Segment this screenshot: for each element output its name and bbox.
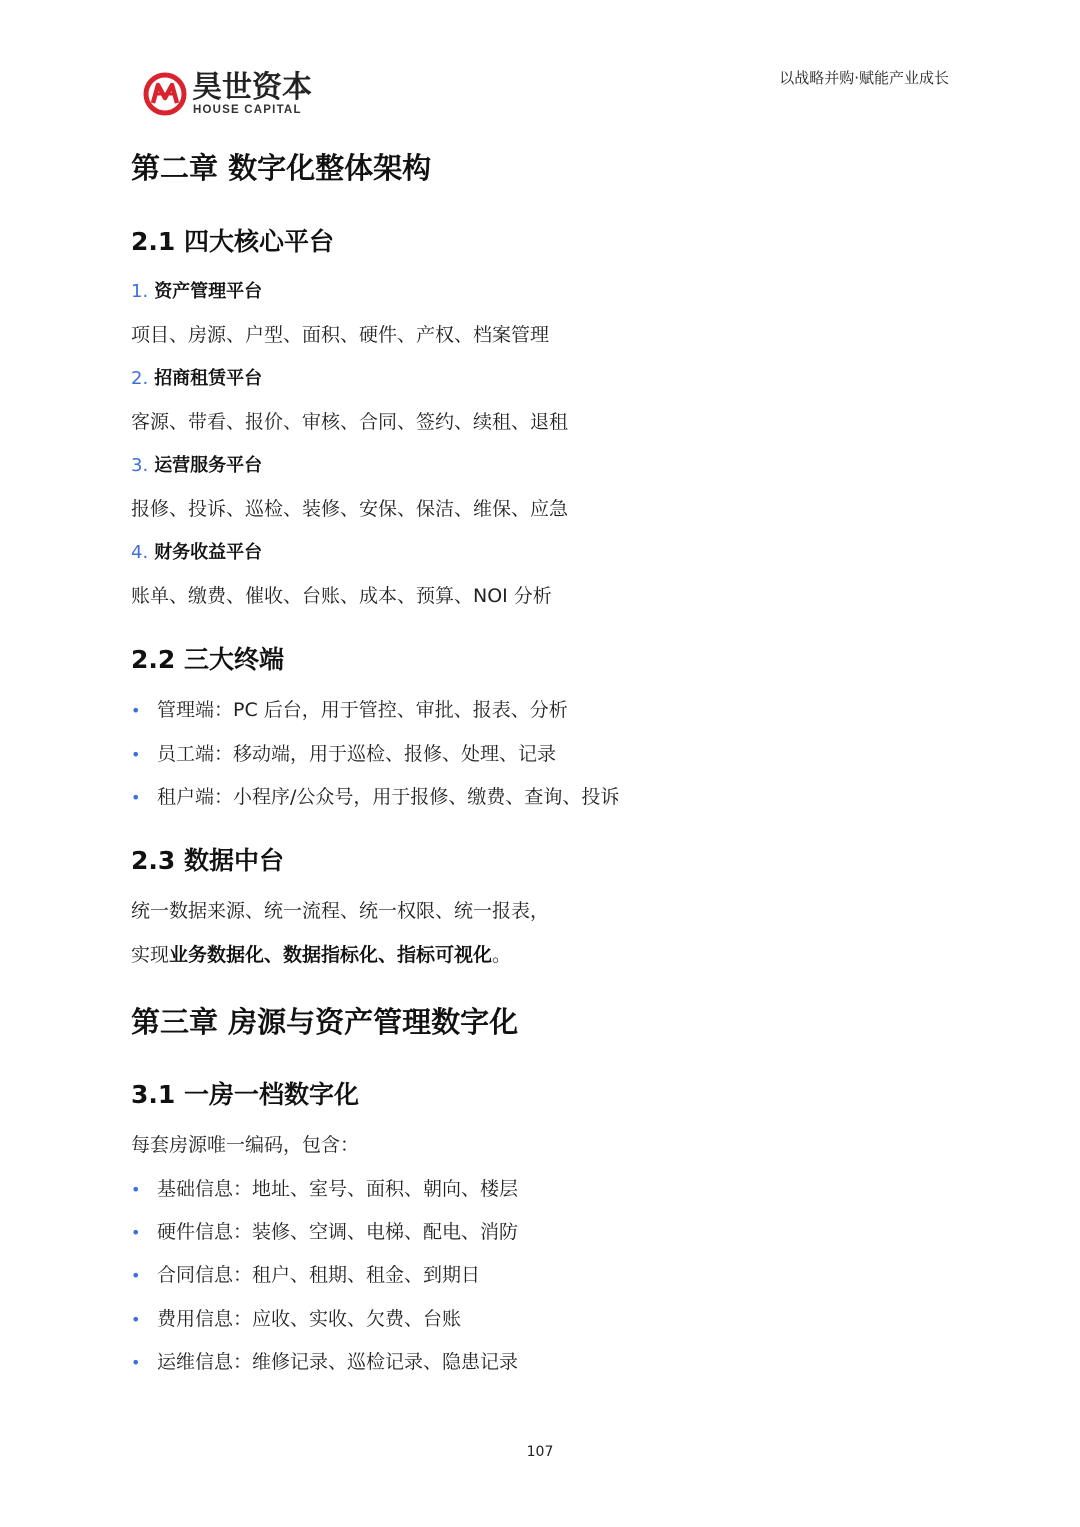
list-item	[131, 741, 556, 768]
page-number: 107	[526, 1444, 554, 1460]
data-platform-line-2	[131, 942, 511, 968]
list-item	[131, 1176, 518, 1203]
list-item	[131, 784, 619, 811]
logo-chinese-name: 昊世资本	[192, 70, 312, 105]
data-platform-line-1: 统一数据来源、统一流程、统一权限、统一报表，	[131, 900, 550, 922]
bullet-icon: •	[131, 701, 141, 720]
list-item-text: 租户端：小程序/公众号，用于报修、缴费、查询、投诉	[157, 786, 620, 808]
bullet-icon: •	[131, 745, 141, 764]
text-suffix: 。	[492, 944, 512, 966]
platform-title: 资产管理平台	[154, 281, 263, 302]
list-number: 1.	[131, 281, 149, 302]
platform-desc-3: 报修、投诉、巡检、装修、安保、保洁、维保、应急	[131, 498, 569, 520]
platform-item-4	[131, 540, 262, 566]
platform-title: 运营服务平台	[154, 455, 263, 476]
section-3-1-title: 3.1 一房一档数字化	[131, 1080, 359, 1109]
list-item-text: 员工端：移动端，用于巡检、报修、处理、记录	[157, 743, 557, 765]
list-number: 3.	[131, 455, 149, 476]
company-logo	[143, 70, 343, 120]
platform-item-2	[131, 366, 262, 392]
section-2-1-title: 2.1 四大核心平台	[131, 227, 334, 256]
chapter-2-title: 第二章 数字化整体架构	[131, 151, 432, 185]
platform-desc-4: 账单、缴费、催收、台账、成本、预算、NOI 分析	[131, 585, 552, 607]
list-item	[131, 1349, 518, 1376]
list-number: 2.	[131, 368, 149, 389]
list-item-text: 费用信息：应收、实收、欠费、台账	[157, 1308, 462, 1330]
platform-item-1	[131, 279, 262, 305]
bullet-icon: •	[131, 1180, 141, 1199]
text-emphasis: 业务数据化、数据指标化、指标可视化	[169, 944, 493, 966]
bullet-icon: •	[131, 1223, 141, 1242]
platform-desc-1: 项目、房源、户型、面积、硬件、产权、档案管理	[131, 324, 550, 346]
list-item-text: 运维信息：维修记录、巡检记录、隐患记录	[157, 1351, 519, 1373]
bullet-icon: •	[131, 1353, 141, 1372]
list-item	[131, 1262, 480, 1289]
platform-title: 招商租赁平台	[154, 368, 263, 389]
list-number: 4.	[131, 542, 149, 563]
list-item-text: 管理端：PC 后台，用于管控、审批、报表、分析	[157, 699, 568, 721]
list-item	[131, 1219, 518, 1246]
section-3-1-intro: 每套房源唯一编码，包含：	[131, 1134, 360, 1156]
platform-title: 财务收益平台	[154, 542, 263, 563]
logo-mark-icon	[143, 72, 187, 116]
list-item-text: 硬件信息：装修、空调、电梯、配电、消防	[157, 1221, 519, 1243]
logo-english-name: HOUSE CAPITAL	[193, 104, 302, 116]
chapter-3-title: 第三章 房源与资产管理数字化	[131, 1005, 519, 1039]
section-2-3-title: 2.3 数据中台	[131, 846, 284, 875]
bullet-icon: •	[131, 1310, 141, 1329]
list-item	[131, 1306, 461, 1333]
list-item	[131, 697, 568, 724]
list-item-text: 基础信息：地址、室号、面积、朝向、楼层	[157, 1178, 519, 1200]
bullet-icon: •	[131, 788, 141, 807]
list-item-text: 合同信息：租户、租期、租金、到期日	[157, 1264, 481, 1286]
section-2-2-title: 2.2 三大终端	[131, 645, 284, 674]
header-slogan: 以战略并购·赋能产业成长	[779, 69, 949, 87]
bullet-icon: •	[131, 1266, 141, 1285]
platform-item-3	[131, 453, 262, 479]
platform-desc-2: 客源、带看、报价、审核、合同、签约、续租、退租	[131, 411, 569, 433]
text-prefix: 实现	[131, 944, 170, 966]
